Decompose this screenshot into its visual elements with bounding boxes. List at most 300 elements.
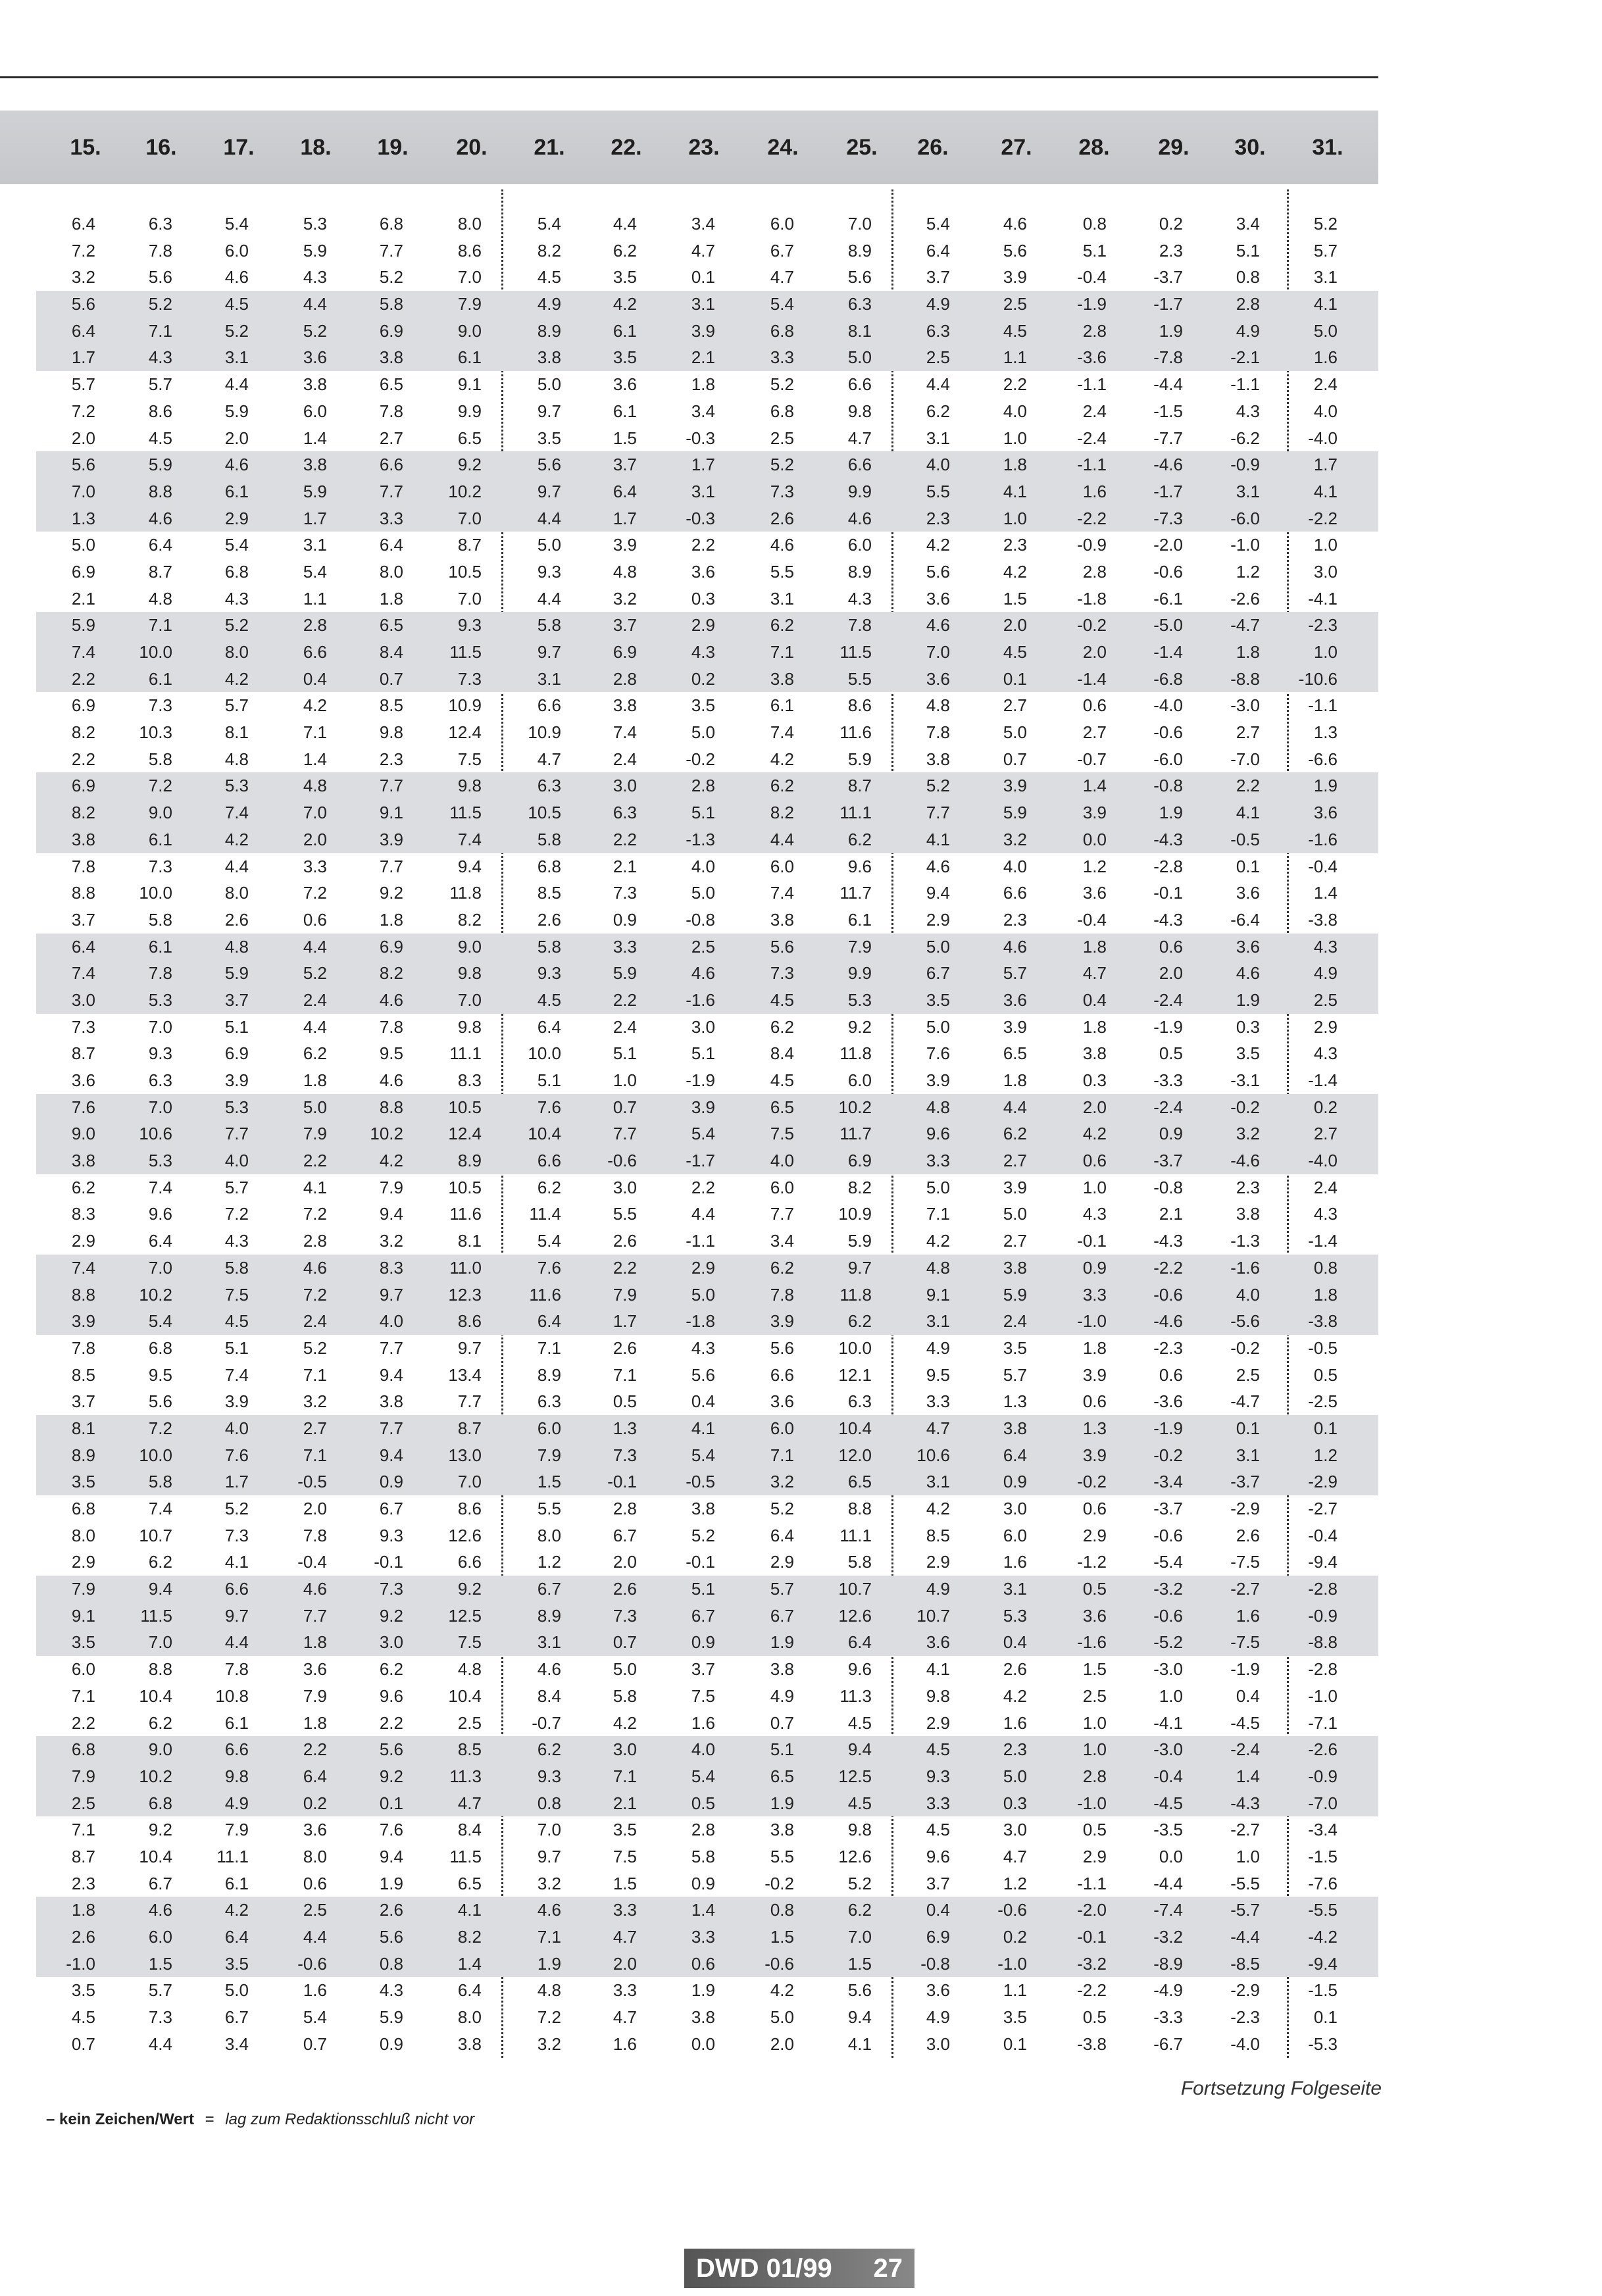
table-cell: 9.7 (537, 1846, 561, 1866)
table-row (36, 1201, 1378, 1228)
table-cell: 3.0 (691, 1016, 715, 1037)
table-cell: 0.4 (1003, 1632, 1027, 1653)
table-cell: 0.1 (1236, 856, 1260, 876)
table-cell: 5.4 (691, 1766, 715, 1786)
column-header-label: 20. (456, 134, 488, 160)
table-cell: 2.5 (1082, 1685, 1107, 1706)
table-cell: 10.0 (139, 642, 172, 662)
table-cell: 1.6 (1003, 1552, 1027, 1572)
table-cell: 9.7 (537, 642, 561, 662)
table-cell: -7.0 (1308, 1793, 1338, 1813)
legend-text: lag zum Redaktionsschluß nicht vor (225, 2110, 475, 2128)
table-cell: 6.9 (613, 642, 637, 662)
table-cell: 2.0 (71, 428, 95, 448)
table-cell: 4.8 (457, 1659, 482, 1680)
column-header-label: 29. (1158, 134, 1189, 160)
table-cell: -1.9 (1230, 1659, 1260, 1680)
table-cell: 4.8 (224, 749, 249, 769)
table-cell: 6.1 (224, 481, 249, 501)
table-cell: 4.5 (1003, 320, 1027, 341)
table-cell: 7.0 (847, 1927, 872, 1947)
table-cell: 5.4 (691, 1124, 715, 1144)
table-cell: 3.9 (691, 320, 715, 341)
table-cell: 5.8 (148, 1472, 172, 1492)
table-cell: -4.3 (1153, 829, 1183, 849)
table-cell: -0.1 (686, 1552, 715, 1572)
table-cell: -5.7 (1230, 1900, 1260, 1920)
table-cell: 2.3 (1159, 240, 1183, 261)
table-cell: 5.2 (926, 776, 950, 796)
table-cell: 2.7 (1003, 695, 1027, 716)
table-row (36, 1014, 1378, 1041)
table-cell: 4.2 (224, 668, 249, 689)
table-cell: 0.5 (1159, 1043, 1183, 1064)
table-cell: -2.5 (1308, 1391, 1338, 1412)
table-cell: 5.4 (537, 214, 561, 234)
table-row (36, 772, 1378, 799)
table-cell: 3.8 (691, 1499, 715, 1518)
table-cell: 5.9 (71, 615, 95, 636)
table-cell: 2.2 (613, 829, 637, 849)
table-cell: 1.3 (1082, 1418, 1107, 1438)
table-cell: 3.4 (691, 401, 715, 421)
table-cell: 1.2 (1236, 561, 1260, 582)
table-cell: 8.5 (379, 695, 403, 716)
table-cell: 5.0 (1313, 320, 1338, 341)
table-cell: -4.6 (1153, 455, 1183, 475)
table-cell: 7.1 (71, 1685, 95, 1706)
table-cell: 4.5 (770, 1070, 794, 1090)
table-cell: 2.2 (71, 1712, 95, 1733)
table-row (36, 1629, 1378, 1656)
table-cell: 6.4 (537, 1311, 561, 1332)
table-cell: 4.0 (1003, 856, 1027, 876)
table-row (36, 612, 1378, 639)
table-cell: -1.6 (686, 989, 715, 1010)
table-cell: 5.2 (691, 1525, 715, 1545)
table-cell: 6.3 (847, 294, 872, 314)
table-cell: 8.5 (71, 1364, 95, 1385)
table-cell: 1.8 (1082, 1016, 1107, 1037)
table-cell: 2.0 (1082, 1097, 1107, 1117)
table-cell: -4.0 (1308, 1151, 1338, 1171)
table-cell: 10.4 (139, 1685, 172, 1706)
table-cell: 11.5 (449, 803, 482, 823)
table-cell: 5.0 (613, 1659, 637, 1680)
table-cell: 7.0 (148, 1016, 172, 1037)
table-cell: 9.3 (148, 1043, 172, 1064)
table-cell: 2.2 (1003, 374, 1027, 395)
table-cell: 4.3 (224, 588, 249, 609)
table-cell: 5.1 (691, 803, 715, 823)
table-cell: 4.5 (770, 989, 794, 1010)
table-cell: 0.2 (1313, 1097, 1338, 1117)
table-cell: -6.7 (1153, 2034, 1183, 2054)
table-cell: 2.3 (1003, 535, 1027, 555)
table-cell: 2.5 (770, 428, 794, 448)
table-cell: 5.2 (148, 294, 172, 314)
table-cell: 4.0 (926, 455, 950, 475)
table-cell: 3.8 (537, 347, 561, 368)
table-cell: 7.6 (379, 1820, 403, 1840)
table-cell: 4.2 (926, 535, 950, 555)
table-cell: 6.4 (71, 214, 95, 234)
table-cell: -3.6 (1077, 347, 1107, 368)
table-cell: 4.5 (537, 267, 561, 287)
table-cell: 7.4 (770, 883, 794, 903)
table-cell: 7.4 (71, 1257, 95, 1278)
table-cell: 7.0 (457, 267, 482, 287)
table-cell: 3.3 (926, 1151, 950, 1171)
table-cell: 9.3 (457, 615, 482, 636)
table-cell: 7.3 (457, 668, 482, 689)
table-cell: 6.3 (537, 776, 561, 796)
table-cell: 5.3 (303, 214, 327, 234)
table-cell: 1.8 (691, 374, 715, 395)
table-cell: 1.0 (1236, 1846, 1260, 1866)
table-cell: 4.4 (537, 588, 561, 609)
table-cell: 7.4 (148, 1499, 172, 1518)
table-cell: 11.7 (839, 1124, 872, 1144)
table-cell: 11.1 (839, 803, 872, 823)
table-cell: 3.6 (926, 588, 950, 609)
table-cell: 10.2 (139, 1284, 172, 1305)
table-cell: 1.5 (847, 1953, 872, 1974)
table-cell: 8.1 (224, 722, 249, 743)
table-cell: 8.5 (537, 883, 561, 903)
table-cell: 1.2 (537, 1552, 561, 1572)
table-cell: 3.0 (613, 1739, 637, 1760)
table-cell: 1.7 (303, 508, 327, 528)
table-cell: 7.8 (847, 615, 872, 636)
table-cell: 8.1 (457, 1231, 482, 1251)
table-cell: -1.0 (1308, 1685, 1338, 1706)
table-cell: 2.6 (71, 1927, 95, 1947)
table-cell: -3.2 (1153, 1579, 1183, 1599)
table-cell: 7.2 (148, 776, 172, 796)
table-cell: 3.1 (537, 1632, 561, 1653)
table-cell: 2.9 (1082, 1525, 1107, 1545)
table-cell: 7.7 (926, 803, 950, 823)
table-cell: -2.8 (1153, 856, 1183, 876)
table-cell: 7.4 (148, 1177, 172, 1197)
table-cell: 0.1 (1313, 2007, 1338, 2028)
table-cell: 2.0 (1003, 615, 1027, 636)
table-cell: -1.8 (686, 1311, 715, 1332)
table-cell: 6.7 (770, 240, 794, 261)
table-cell: 3.8 (1082, 1043, 1107, 1064)
table-cell: 1.4 (303, 749, 327, 769)
table-cell: 0.6 (691, 1953, 715, 1974)
table-cell: -1.7 (686, 1151, 715, 1171)
table-cell: 6.2 (537, 1177, 561, 1197)
table-cell: 7.5 (770, 1124, 794, 1144)
table-cell: 5.0 (926, 936, 950, 957)
table-row (36, 1495, 1378, 1522)
table-cell: 6.1 (613, 320, 637, 341)
table-cell: 5.0 (224, 1980, 249, 2001)
table-cell: 2.6 (613, 1231, 637, 1251)
table-cell: 5.1 (691, 1043, 715, 1064)
table-cell: -1.6 (1230, 1257, 1260, 1278)
table-row (36, 1549, 1378, 1576)
legend (46, 2110, 474, 2129)
table-cell: 6.6 (847, 374, 872, 395)
table-cell: 2.2 (1236, 776, 1260, 796)
table-cell: 0.6 (1159, 1364, 1183, 1385)
table-cell: 9.7 (457, 1337, 482, 1358)
table-cell: 3.6 (926, 668, 950, 689)
table-cell: 2.7 (1236, 722, 1260, 743)
table-cell: 4.6 (926, 615, 950, 636)
table-cell: -3.6 (1153, 1391, 1183, 1412)
column-header-label: 27. (1001, 134, 1032, 160)
table-cell: 5.6 (71, 294, 95, 314)
table-cell: 2.9 (1082, 1846, 1107, 1866)
table-cell: 2.4 (613, 1016, 637, 1037)
table-cell: 10.3 (139, 722, 172, 743)
table-cell: -0.4 (1308, 856, 1338, 876)
table-cell: 4.4 (770, 829, 794, 849)
table-cell: 9.8 (457, 1016, 482, 1037)
table-cell: 12.4 (448, 1124, 482, 1144)
table-cell: 2.3 (379, 749, 403, 769)
table-cell: 6.2 (148, 1712, 172, 1733)
table-cell: 4.7 (457, 1793, 482, 1813)
table-cell: 7.1 (770, 642, 794, 662)
table-cell: 11.3 (449, 1766, 482, 1786)
table-cell: 8.0 (379, 561, 403, 582)
table-cell: 6.4 (71, 936, 95, 957)
table-cell: 3.3 (379, 508, 403, 528)
table-cell: 5.9 (613, 963, 637, 984)
table-cell: 0.0 (1082, 829, 1107, 849)
table-cell: 6.0 (303, 401, 327, 421)
table-cell: -2.0 (1153, 535, 1183, 555)
table-cell: 5.8 (847, 1552, 872, 1572)
table-cell: 7.1 (537, 1927, 561, 1947)
table-row (36, 1468, 1378, 1495)
table-row (36, 719, 1378, 746)
table-cell: 0.5 (1082, 2007, 1107, 2028)
table-cell: -3.3 (1153, 2007, 1183, 2028)
table-cell: -2.0 (1077, 1900, 1107, 1920)
table-cell: 10.2 (370, 1124, 403, 1144)
table-cell: 6.8 (537, 856, 561, 876)
table-cell: 4.7 (847, 428, 872, 448)
table-cell: 2.1 (691, 347, 715, 368)
table-cell: 6.9 (71, 561, 95, 582)
table-cell: -6.6 (1308, 749, 1338, 769)
table-cell: 6.4 (303, 1766, 327, 1786)
table-cell: 4.7 (691, 240, 715, 261)
table-cell: 7.9 (847, 936, 872, 957)
table-cell: -6.0 (1230, 508, 1260, 528)
table-cell: 6.6 (770, 1364, 794, 1385)
table-cell: 3.6 (1003, 989, 1027, 1010)
table-cell: 1.1 (303, 588, 327, 609)
table-row (36, 586, 1378, 612)
column-header-label: 26. (917, 134, 949, 160)
table-cell: -1.0 (1230, 535, 1260, 555)
table-cell: -0.9 (1077, 535, 1107, 555)
table-row (36, 1736, 1378, 1763)
table-cell: 3.8 (691, 2007, 715, 2028)
table-cell: -4.0 (1308, 428, 1338, 448)
table-cell: 12.0 (838, 1445, 872, 1465)
table-cell: 3.2 (303, 1391, 327, 1412)
table-cell: 4.4 (303, 294, 327, 314)
table-cell: -1.6 (1308, 829, 1338, 849)
table-row (36, 1870, 1378, 1897)
table-cell: -1.4 (1153, 642, 1183, 662)
table-cell: 1.8 (1003, 455, 1027, 475)
table-cell: 6.8 (71, 1739, 95, 1760)
table-cell: 1.3 (613, 1418, 637, 1438)
table-cell: 3.1 (1313, 267, 1338, 287)
table-cell: 6.2 (537, 1739, 561, 1760)
table-cell: 7.5 (691, 1685, 715, 1706)
table-cell: 5.5 (613, 1204, 637, 1224)
table-cell: 0.5 (613, 1391, 637, 1412)
table-cell: 0.6 (1082, 1499, 1107, 1518)
table-cell: -9.4 (1308, 1953, 1338, 1974)
table-cell: 3.3 (303, 856, 327, 876)
table-cell: 9.4 (379, 1364, 403, 1385)
table-cell: 5.0 (847, 347, 872, 368)
table-cell: 4.7 (613, 2007, 637, 2028)
table-cell: 0.6 (1159, 936, 1183, 957)
table-cell: 3.4 (224, 2034, 249, 2054)
table-cell: 8.7 (847, 776, 872, 796)
table-cell: 2.8 (1082, 561, 1107, 582)
table-cell: 4.0 (224, 1418, 249, 1438)
table-cell: 2.6 (537, 909, 561, 930)
table-cell: 7.5 (613, 1846, 637, 1866)
table-cell: 3.6 (1082, 883, 1107, 903)
table-cell: 7.1 (303, 1364, 327, 1385)
table-cell: 3.2 (1003, 829, 1027, 849)
table-cell: 4.0 (1313, 401, 1338, 421)
table-cell: 9.3 (926, 1766, 950, 1786)
table-cell: 0.4 (926, 1900, 950, 1920)
table-cell: 5.4 (224, 535, 249, 555)
table-cell: 4.3 (224, 1231, 249, 1251)
table-cell: -0.2 (686, 749, 715, 769)
table-cell: 3.2 (613, 588, 637, 609)
table-cell: 12.5 (838, 1766, 872, 1786)
table-cell: 3.1 (1236, 1445, 1260, 1465)
table-cell: 3.4 (691, 214, 715, 234)
table-row (36, 1816, 1378, 1843)
table-cell: -1.1 (686, 1231, 715, 1251)
table-cell: -0.6 (997, 1900, 1027, 1920)
table-cell: 4.4 (613, 214, 637, 234)
table-cell: 4.6 (1003, 214, 1027, 234)
table-cell: 3.7 (71, 909, 95, 930)
table-row (36, 344, 1378, 371)
table-row (36, 425, 1378, 452)
table-cell: 8.1 (847, 320, 872, 341)
table-cell: -1.1 (1308, 695, 1338, 716)
table-cell: 9.4 (847, 1739, 872, 1760)
table-cell: 7.0 (457, 508, 482, 528)
table-cell: 5.0 (691, 883, 715, 903)
table-cell: 2.2 (303, 1151, 327, 1171)
table-cell: -7.8 (1153, 347, 1183, 368)
table-cell: 1.5 (148, 1953, 172, 1974)
table-cell: 5.4 (926, 214, 950, 234)
table-cell: 6.5 (457, 428, 482, 448)
table-row (36, 1120, 1378, 1147)
table-cell: 7.1 (148, 320, 172, 341)
table-cell: 6.2 (926, 401, 950, 421)
table-cell: -4.4 (1230, 1927, 1260, 1947)
table-cell: 0.3 (691, 588, 715, 609)
table-cell: 4.7 (1003, 1846, 1027, 1866)
table-cell: 0.9 (1082, 1257, 1107, 1278)
table-cell: -1.3 (686, 829, 715, 849)
table-cell: 7.4 (613, 722, 637, 743)
table-cell: 2.4 (1313, 374, 1338, 395)
table-cell: 5.1 (224, 1016, 249, 1037)
table-cell: -0.2 (1230, 1097, 1260, 1117)
table-cell: 6.6 (303, 642, 327, 662)
column-header-label: 30. (1234, 134, 1266, 160)
table-row (36, 1415, 1378, 1442)
table-cell: 2.7 (1313, 1124, 1338, 1144)
table-cell: 4.0 (691, 1739, 715, 1760)
table-cell: 4.9 (926, 2007, 950, 2028)
table-cell: 3.7 (691, 1659, 715, 1680)
table-cell: 0.8 (379, 1953, 403, 1974)
table-cell: 11.8 (839, 1043, 872, 1064)
table-row (36, 746, 1378, 773)
table-cell: 2.8 (613, 1499, 637, 1518)
table-cell: 4.8 (613, 561, 637, 582)
table-cell: 0.8 (1082, 214, 1107, 234)
table-cell: 7.3 (613, 883, 637, 903)
table-cell: 4.9 (1236, 320, 1260, 341)
table-cell: -0.5 (297, 1472, 327, 1492)
table-cell: 3.9 (770, 1311, 794, 1332)
table-cell: 6.9 (379, 936, 403, 957)
table-cell: -5.0 (1153, 615, 1183, 636)
table-cell: 7.9 (379, 1177, 403, 1197)
table-cell: 2.6 (770, 508, 794, 528)
table-cell: 9.8 (847, 401, 872, 421)
table-cell: 2.9 (71, 1231, 95, 1251)
table-cell: 7.1 (613, 1766, 637, 1786)
table-cell: 10.9 (528, 722, 561, 743)
table-cell: 6.9 (379, 320, 403, 341)
table-cell: 7.7 (379, 240, 403, 261)
table-cell: 4.9 (926, 1579, 950, 1599)
table-cell: 6.3 (148, 1070, 172, 1090)
table-cell: 9.3 (537, 963, 561, 984)
table-cell: 9.1 (71, 1605, 95, 1626)
table-cell: 5.6 (770, 936, 794, 957)
table-cell: 9.3 (379, 1525, 403, 1545)
table-cell: 3.9 (1003, 1016, 1027, 1037)
table-cell: 6.5 (1003, 1043, 1027, 1064)
table-cell: 5.0 (303, 1097, 327, 1117)
table-cell: -2.2 (1153, 1257, 1183, 1278)
table-cell: -3.2 (1077, 1953, 1107, 1974)
column-header-label: 16. (145, 134, 177, 160)
table-row (36, 1040, 1378, 1067)
table-cell: 3.3 (770, 347, 794, 368)
